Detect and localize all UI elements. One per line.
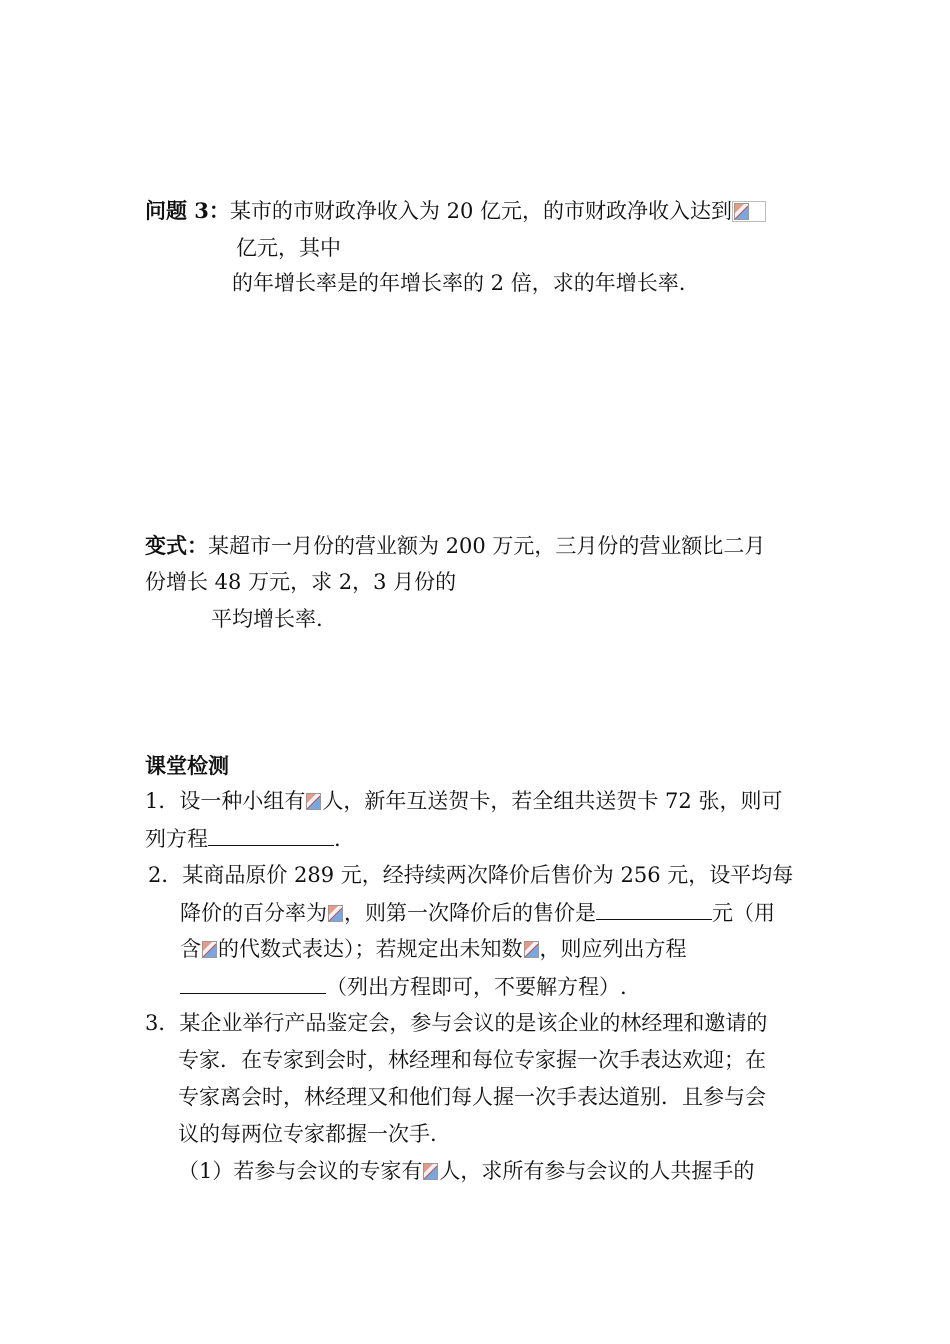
answer-blank[interactable] bbox=[180, 971, 326, 994]
formula-image-icon bbox=[202, 941, 217, 958]
q2-line3 bbox=[180, 934, 687, 964]
q2-text-3b: 的代数式表达）；若规定出未知数 bbox=[218, 937, 523, 961]
formula-image-icon bbox=[306, 793, 321, 810]
problem3-label: 问题 3： bbox=[145, 198, 230, 223]
formula-image-icon bbox=[423, 1163, 438, 1180]
q3-sub1 bbox=[178, 1156, 754, 1186]
formula-image-icon bbox=[524, 941, 539, 958]
q2-text-3a: 含 bbox=[180, 937, 201, 961]
q2-text-2b: ，则第一次降价后的售价是 bbox=[344, 901, 596, 925]
q3-sub1-text-a: （1）若参与会议的专家有 bbox=[178, 1159, 423, 1183]
answer-blank[interactable] bbox=[596, 897, 712, 920]
problem3-text-2: 亿元，其中 bbox=[236, 236, 341, 260]
problem3-line3 bbox=[232, 268, 685, 298]
q3-line2 bbox=[178, 1045, 766, 1075]
problem3-line1 bbox=[145, 196, 766, 226]
q3-line4 bbox=[178, 1119, 437, 1149]
formula-image-icon bbox=[328, 905, 343, 922]
q1-text-c: 列方程 bbox=[145, 827, 208, 851]
answer-blank[interactable] bbox=[208, 823, 334, 846]
q1-text-a: 1．设一种小组有 bbox=[145, 789, 306, 813]
check-heading: 课堂检测 bbox=[145, 753, 229, 778]
problem3-line2 bbox=[236, 233, 341, 263]
q1-text-b: 人，新年互送贺卡，若全组共送贺卡 72 张，则可 bbox=[322, 789, 783, 813]
q1-text-d: . bbox=[334, 827, 341, 851]
q3-text-2: 专家．在专家到会时，林经理和每位专家握一次手表达欢迎；在 bbox=[178, 1048, 766, 1072]
q3-text-3: 专家离会时，林经理又和他们每人握一次手表达道别．且参与会 bbox=[178, 1085, 766, 1109]
variant-text-2: 份增长 48 万元，求 2，3 月份的 bbox=[145, 570, 457, 594]
problem3-text-3: 的年增长率是的年增长率的 2 倍，求的年增长率. bbox=[232, 271, 686, 295]
variant-line1 bbox=[145, 531, 765, 561]
q3-line1 bbox=[145, 1008, 767, 1038]
variant-line2 bbox=[145, 567, 456, 597]
q2-text-2a: 降价的百分率为 bbox=[180, 901, 327, 925]
q2-line1 bbox=[148, 860, 793, 890]
q1-line1 bbox=[145, 786, 782, 816]
image-placeholder-icon bbox=[734, 203, 749, 220]
q3-sub1-text-b: 人，求所有参与会议的人共握手的 bbox=[439, 1159, 755, 1183]
q3-text-4: 议的每两位专家都握一次手. bbox=[178, 1122, 437, 1146]
variant-label: 变式： bbox=[145, 533, 208, 558]
variant-text-1: 某超市一月份的营业额为 200 万元，三月份的营业额比二月 bbox=[208, 534, 766, 558]
q2-text-2c: 元（用 bbox=[712, 901, 775, 925]
q3-text-1: 3．某企业举行产品鉴定会，参与会议的是该企业的林经理和邀请的 bbox=[145, 1011, 768, 1035]
q2-line2 bbox=[180, 897, 775, 927]
variant-text-3: 平均增长率. bbox=[211, 607, 323, 631]
q2-line4 bbox=[180, 971, 627, 1001]
q2-text-1: 2．某商品原价 289 元，经持续两次降价后售价为 256 元，设平均每 bbox=[148, 863, 794, 887]
variant-line3 bbox=[211, 604, 323, 634]
problem3-text-1: 某市的市财政净收入为 20 亿元，的市财政净收入达到 bbox=[229, 199, 733, 223]
broken-image-icon bbox=[732, 201, 766, 222]
q2-text-3c: ，则应列出方程 bbox=[539, 937, 687, 961]
q3-line3 bbox=[178, 1082, 766, 1112]
q1-line2 bbox=[145, 823, 341, 853]
q2-text-4: （列出方程即可，不要解方程）. bbox=[326, 975, 627, 999]
